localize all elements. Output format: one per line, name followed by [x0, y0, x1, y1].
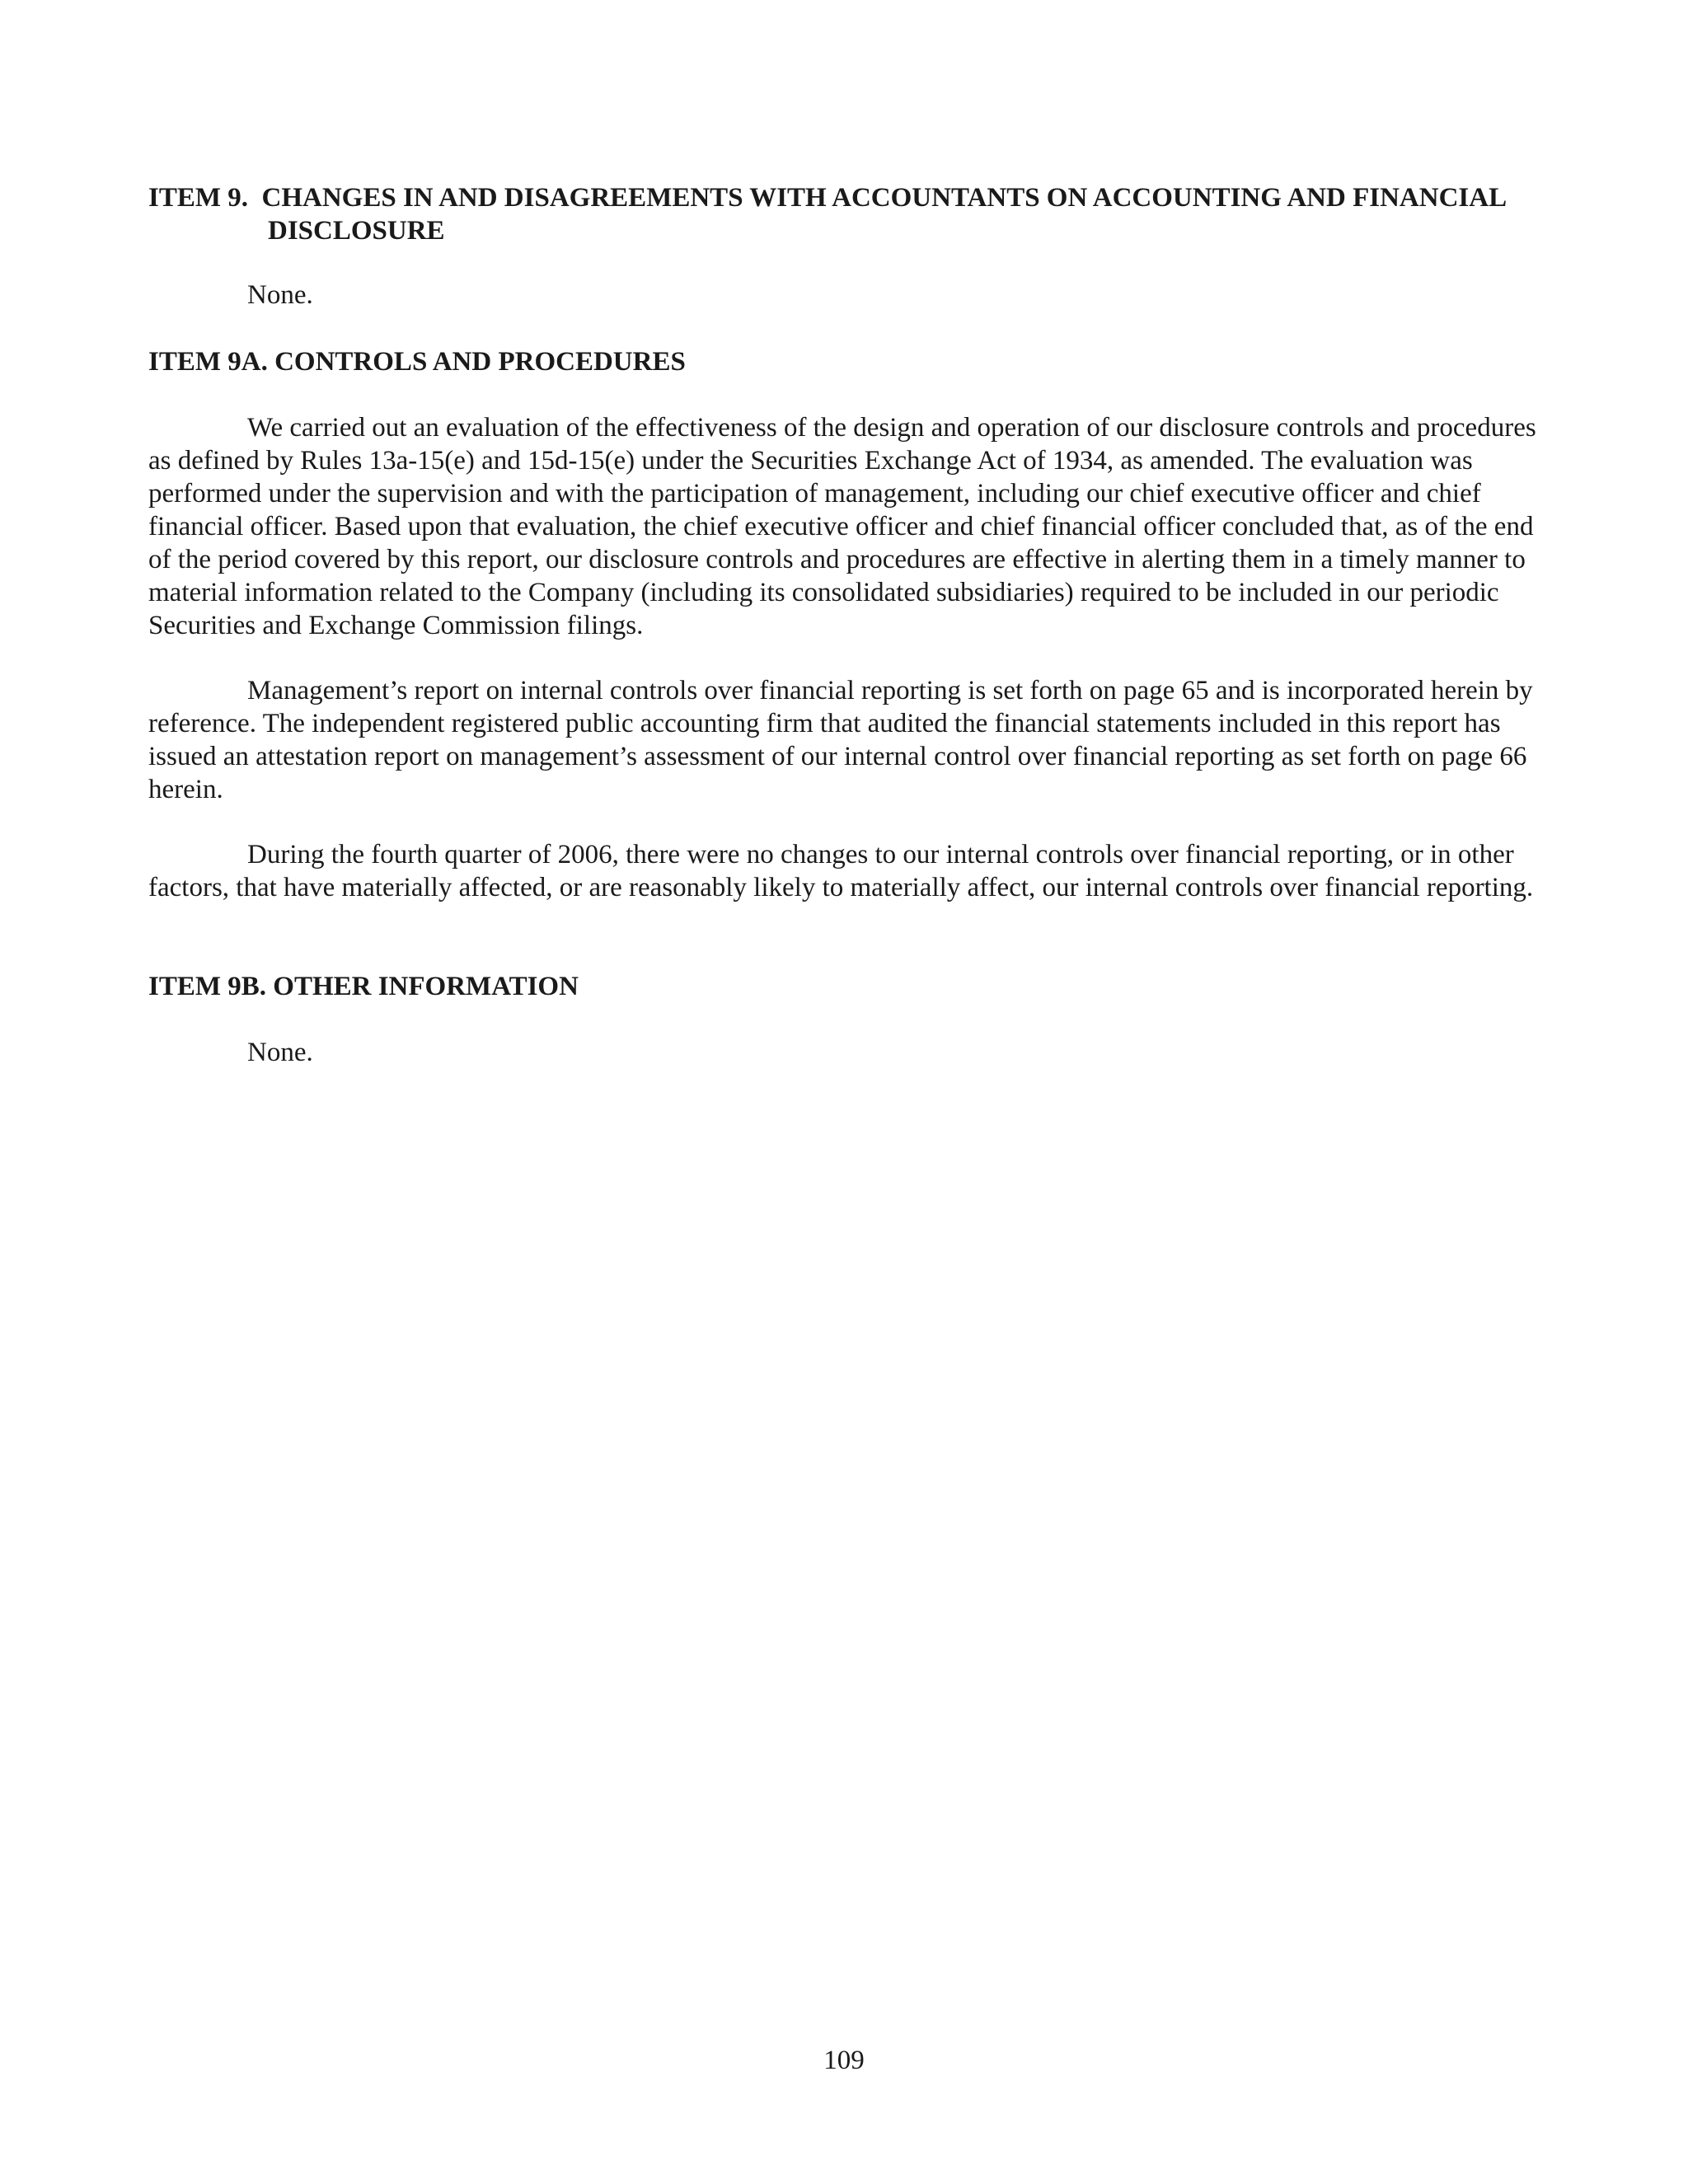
- item-9-heading: [148, 181, 1507, 247]
- item-9-title-line1: CHANGES IN AND DISAGREEMENTS WITH ACCOUNTANTS ON ACCOUNTING AND FINANCIAL: [261, 183, 1507, 213]
- item-9a-paragraph-3-text: During the fourth quarter of 2006, there were no changes to our internal controls over financial reporting, or in other factors, that have materially affected, or are reasonably likely to materially affect, our internal controls over financial reporting.: [148, 840, 1534, 902]
- item-9a-heading: ITEM 9A. CONTROLS AND PROCEDURES: [148, 347, 686, 377]
- page-number: 109: [823, 2046, 865, 2075]
- item-9a-paragraph-3: [148, 838, 1550, 904]
- item-9a-paragraph-1-text: We carried out an evaluation of the effectiveness of the design and operation of our disclosure controls and procedures as defined by Rules 13a-15(e) and 15d-15(e) under the Securities Exchange Act of 1934, as amended. The evaluation was performed under the supervision and with the participation of management, including our chief executive officer and chief financial officer. Based upon that evaluation, the chief executive officer and chief financial officer concluded that, as of the end of the period covered by this report, our disclosure controls and procedures are effective in alerting them in a timely manner to material information related to the Company (including its consolidated subsidiaries) required to be included in our periodic Securities and Exchange Commission filings.: [148, 413, 1536, 640]
- item-9-title-line2: DISCLOSURE: [268, 216, 445, 246]
- item-9-body: None.: [247, 280, 313, 310]
- item-9a-paragraph-1: [148, 411, 1550, 642]
- item-9b-heading: ITEM 9B. OTHER INFORMATION: [148, 972, 579, 1001]
- item-9a-paragraph-2: [148, 674, 1550, 806]
- item-9b-body: None.: [247, 1038, 313, 1067]
- item-9a-paragraph-2-text: Management’s report on internal controls over financial reporting is set forth on page 65 and is incorporated herein by reference. The independent registered public accounting firm that audited the financial statements included in this report has issued an attestation report on management’s assessment of our internal control over financial reporting as set forth on page 66 herein.: [148, 676, 1533, 804]
- item-9-number: ITEM 9.: [148, 183, 249, 213]
